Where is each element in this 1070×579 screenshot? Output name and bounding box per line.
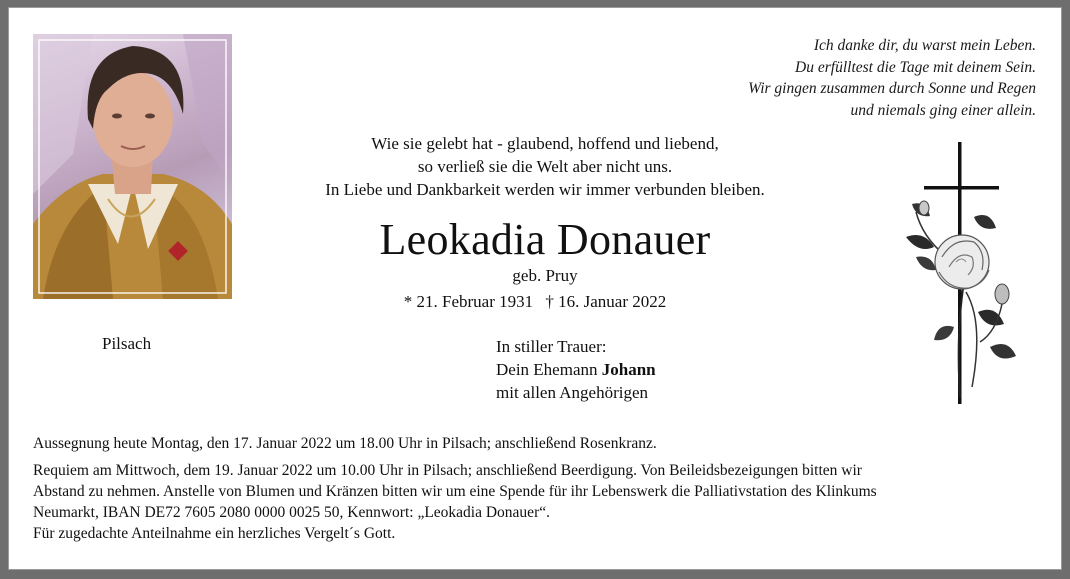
place-of-residence: Pilsach: [102, 334, 152, 353]
deceased-name: Leokadia Donauer: [379, 215, 711, 264]
motto-line: so verließ sie die Welt aber nicht uns.: [417, 157, 673, 176]
thanks-line: Für zugedachte Anteilnahme ein herzliches Vergelt´s Gott.: [33, 525, 396, 542]
mourners: [496, 335, 656, 404]
requiem-line: Neumarkt, IBAN DE72 7605 2080 0000 0025 50, Kennwort: „Leokadia Donauer“.: [33, 504, 550, 521]
spouse-prefix: Dein Ehemann: [496, 360, 602, 379]
requiem-line: Requiem am Mittwoch, dem 19. Januar 2022 um 10.00 Uhr in Pilsach; anschließend Beerdigung. Von Beileidsbezeigungen bitten wir: [33, 462, 862, 479]
poem-line: und niemals ging einer allein.: [850, 101, 1036, 119]
service-information: [33, 433, 1043, 544]
poem-line: Ich danke dir, du warst mein Leben.: [813, 37, 1036, 54]
mourners-others: mit allen Angehörigen: [496, 383, 649, 402]
motto: [245, 132, 845, 201]
requiem-line: Abstand zu nehmen. Anstelle von Blumen und Kränzen bitten wir um eine Spende für ihr Lebenswerk die Palliativstation des Klinkums: [33, 483, 877, 500]
poem: [616, 35, 1036, 121]
death-date: † 16. Januar 2022: [545, 292, 667, 311]
birth-date: * 21. Februar 1931: [403, 292, 534, 311]
birth-name: geb. Pruy: [512, 266, 578, 285]
portrait-photo: [33, 34, 232, 299]
cross-with-rose-icon: [894, 142, 1024, 407]
mourners-heading: In stiller Trauer:: [496, 337, 607, 356]
requiem-notice: [33, 460, 1043, 544]
poem-line: Wir gingen zusammen durch Sonne und Regen: [748, 80, 1036, 97]
poem-line: Du erfülltest die Tage mit deinem Sein.: [795, 58, 1036, 76]
obituary-card: [9, 8, 1061, 569]
motto-line: Wie sie gelebt hat - glaubend, hoffend und liebend,: [371, 134, 719, 153]
blessing-notice: Aussegnung heute Montag, den 17. Januar 2022 um 18.00 Uhr in Pilsach; anschließend Rosenkranz.: [33, 435, 657, 452]
motto-line: In Liebe und Dankbarkeit werden wir immer verbunden bleiben.: [325, 180, 765, 199]
life-dates: [245, 291, 825, 313]
mourners-spouse: [496, 358, 656, 381]
spouse-name: Johann: [601, 360, 656, 379]
